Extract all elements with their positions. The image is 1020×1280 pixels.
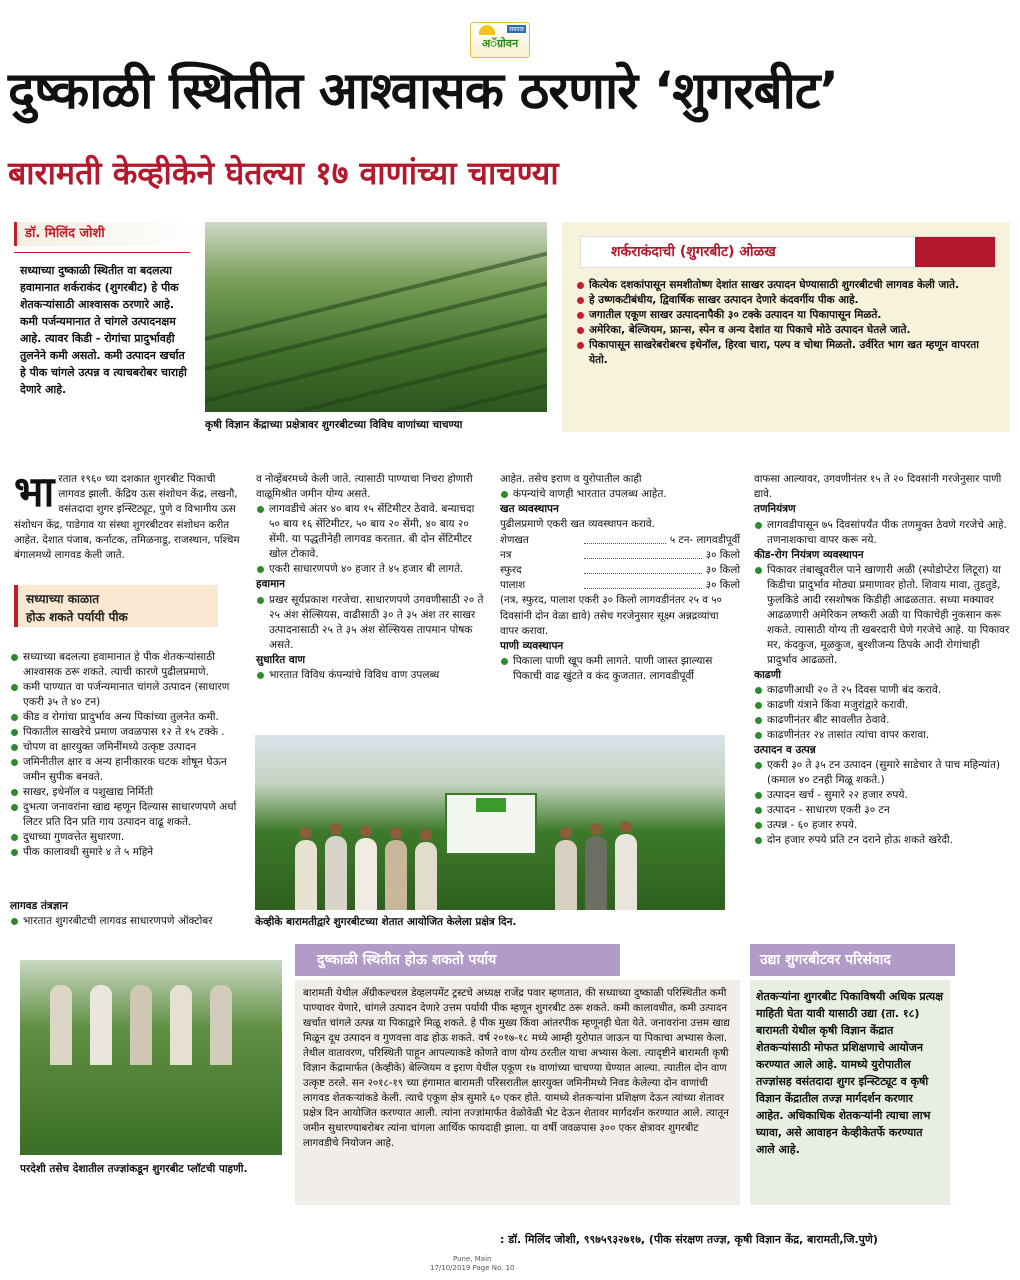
mid-banner-title: दुष्काळी स्थितीत होऊ शकतो पर्याय	[317, 952, 497, 968]
table-row: स्फुरद ३० किलो	[500, 564, 740, 577]
list-item: अमेरिका, बेल्जियम, फ्रान्स, स्पेन व अन्य देशांत या पिकाचे मोठे उत्पादन घेतले जाते.	[576, 323, 996, 338]
dropcap: भा	[14, 467, 55, 516]
mid-article: बारामती येथील ॲग्रीकल्चरल डेव्हलपमेंट ट्रस्टचे अध्यक्ष राजेंद्र पवार म्हणतात, की सध्याच्या दुष्काळी परिस्थितीत कमी पाण्यावर येणारे, चांगले उत्पादन देणारे उत्तम पर्यायी पीक म्हणून शुगरबीट ठरू शकते. कमी कालावधीत, कमी उत्पादन खर्चात चांगले उत्पन्न या पिकाद्वारे मिळू शकते. हे पीक मुख्य किंवा आंतरपीक म्हणूनही घेता येते. जनावरांना उत्तम खाद्य मिळून दूध उत्पादन व गुणवत्ता वाढ होऊ शकते. वर्ष २०१७-१८ मध्ये आम्ही युरोपात जाऊन या पिकाचा अभ्यास केला. तेथील वातावरण, परिस्थिती पाहून आपल्याकडे कोणते वाण योग्य ठरतील याचा अभ्यास केला. त्यादृष्टीने बारामती कृषी विज्ञान केंद्रामार्फत (केव्हीके) बेल्जियम व इराण येथील एकूण १७ वाणांच्या चाचण्या घेण्यात आल्या. त्यातील दोन वाण उत्कृष्ट ठरले. सन २०१८-१९ च्या हंगामात बारामती परिसरातील क्षारयुक्त जमिनीमध्ये निवड केलेल्या दोन वाणांची लागवड शेतकऱ्यांकडे केली. त्याचे एकूण क्षेत्र सुमारे ६० एकर होते. यामध्ये शेतकऱ्यांना प्रशिक्षण देऊन त्यांच्या शेतावर प्रक्षेत्र दिन आयोजित करण्यात आली. त्यांना तज्ज्ञांमार्फत वेळोवेळी भेट देऊन शेतावर मार्गदर्शन करण्यात आले. त्यातून जमीन सुधारण्याबरोबर त्यांना चांगला आर्थिक फायदाही झाला. या वर्षी जवळपास ३०० एकर क्षेत्रावर शुगरबीट लागवडीचे नियोजन आहे.	[295, 980, 740, 1205]
yield-heading: उत्पादन व उत्पन्न	[754, 744, 816, 757]
fertilizer-heading: खत व्यवस्थापन	[500, 503, 559, 516]
column-1	[14, 467, 244, 563]
list-item: दुभत्या जनावरांना खाद्य म्हणून दिल्यास साधारणपणे अर्धा लिटर प्रति दिन प्रति गाय उत्पादन वाढू शकते.	[10, 800, 246, 830]
sugarbeet-field-photo	[205, 222, 547, 412]
col3-list	[500, 487, 740, 502]
variety-list	[256, 668, 488, 683]
yield-list	[754, 758, 1010, 848]
list-item: काढणीआधी २० ते २५ दिवस पाणी बंद करावे.	[754, 683, 1010, 698]
planting-list	[10, 914, 246, 929]
list-item: जगातील एकूण साखर उत्पादनापैकी ३० टक्के उत्पादन या पिकापासून मिळते.	[576, 308, 996, 323]
alt-crop-list	[10, 650, 246, 860]
col1-text: रतात १९६० च्या दशकात शुगरबीट पिकाची लागवड झाली. केंद्रिय ऊस संशोधन केंद्र, लखनौ, वसंतदादा शुगर इन्स्टिट्यूट, पुणे व विभागीय ऊस संशोधन केंद्र, पाडेगाव या संस्था शुगरबीटवर संशोधन करीत आहेत. देशात पंजाब, कर्नाटक, तमिळनाडू, राजस्थान, पश्चिम बंगालमध्ये लागवड केली जाते.	[14, 473, 240, 562]
climate-heading: हवामान	[256, 578, 285, 591]
list-item: भारतात विविध कंपन्यांचे विविध वाण उपलब्ध	[256, 668, 488, 683]
list-item: लागवडीचे अंतर ४० बाय १५ सेंटिमीटर ठेवावे. बन्याचदा ५० बाय १६ सेंटिमीटर, ५० बाय २० सेंमी, ४० बाय २० सेंमी. या पद्धतीनेही लागवड करतात. बी दोन सेंटिमीटर खोल टोकावे.	[256, 502, 488, 562]
table-row: नत्र ३० किलो	[500, 548, 740, 561]
identity-box	[562, 222, 1010, 432]
photo3-caption: परदेशी तसेच देशातील तज्ज्ञांकडून शुगरबीट प्लॉटची पाहणी.	[20, 1163, 248, 1175]
list-item: काढणीनंतर बीट सावलीत ठेवावे.	[754, 713, 1010, 728]
fertilizer-table	[500, 533, 740, 594]
list-item: जमिनीतील क्षार व अन्य हानीकारक घटक शोषून घेऊन जमीन सुपीक बनवते.	[10, 755, 246, 785]
list-item: हे उष्णकटीबंधीय, द्विवार्षिक साखर उत्पादन देणारे कंदवर्गीय पीक आहे.	[576, 293, 996, 308]
photo2-caption: केव्हीके बारामतीद्वारे शुगरबीटच्या शेतात आयोजित केलेला प्रक्षेत्र दिन.	[255, 916, 517, 928]
list-item: पिकाला पाणी खूप कमी लागते. पाणी जास्त झाल्यास पिकाची वाढ खुंटते व कंद कुजतात. लागवडीपूर्वी	[500, 654, 740, 684]
logo-text: अॅग्रोवन	[481, 37, 519, 50]
weed-list	[754, 518, 1010, 548]
seminar-notice: शेतकऱ्यांना शुगरबीट पिकाविषयी अधिक प्रत्यक्ष माहिती घेता यावी यासाठी उद्या (ता. १८) बारामती येथील कृषी विज्ञान केंद्रात शेतकऱ्यांसाठी मोफत प्रशिक्षणाचे आयोजन करण्यात आले आहे. यामध्ये युरोपातील तज्ज्ञांसह वसंतदादा शुगर इन्स्टिट्यूट व कृषी विज्ञान केंद्रातील तज्ज्ञ मार्गदर्शन करणार आहेत. अधिकाधिक शेतकऱ्यांनी त्याचा लाभ घ्यावा, असे आवाहन केव्हीकेतर्फे करण्यात आले आहे.	[750, 980, 950, 1205]
field-day-group-photo	[255, 735, 725, 910]
headline: दुष्काळी स्थितीत आश्वासक ठरणारे ‘शुगरबीट’	[8, 62, 838, 121]
list-item: दोन हजार रुपये प्रति टन दराने होऊ शकते खरेदी.	[754, 833, 1010, 848]
mid-banner	[295, 944, 620, 976]
column-3	[500, 472, 740, 684]
list-item: उत्पादन - साधारण एकरी ३० टन	[754, 803, 1010, 818]
list-item: एकरी ३० ते ३५ टन उत्पादन (सुमारे साडेचार ते पाच महिन्यांत) (कमाल ४० टनही मिळू शकते.)	[754, 758, 1010, 788]
list-item: चोपण वा क्षारयुक्त जमिनींमध्ये उत्कृष्ट उत्पादन	[10, 740, 246, 755]
inspection-photo	[20, 960, 282, 1155]
page-info: Pune, Main 17/10/2019 Page No. 10	[430, 1255, 515, 1272]
alt-crop-box	[14, 585, 218, 627]
list-item: पिकातील साखरेचे प्रमाण जवळपास १२ ते १५ टक्के .	[10, 725, 246, 740]
list-item: उत्पादन खर्च - सुमारे २२ हजार रुपये.	[754, 788, 1010, 803]
column-2	[256, 472, 488, 683]
kvk-banner-sign	[445, 793, 537, 855]
list-item: उत्पन्न - ६० हजार रुपये.	[754, 818, 1010, 833]
pest-heading: कीड-रोग नियंत्रण व्यवस्थापन	[754, 548, 864, 561]
col2-list	[256, 502, 488, 577]
column-4	[754, 472, 1010, 848]
photo1-caption: कृषी विज्ञान केंद्राच्या प्रक्षेत्रावर शुगरबीटच्या विविध वाणांच्या चाचण्या	[205, 419, 463, 431]
col3-text: आहेत. तसेच इराण व युरोपातील काही	[500, 473, 642, 485]
alt-crop-box-line2: होऊ शकते पर्यायी पीक	[26, 610, 128, 624]
weed-heading: तणनियंत्रण	[754, 503, 796, 516]
list-item: कीड व रोगांचा प्रादुर्भाव अन्य पिकांच्या तुलनेत कमी.	[10, 710, 246, 725]
harvest-list	[754, 683, 1010, 743]
table-row: शेणखत ५ टन- लागवडीपूर्वी	[500, 533, 740, 546]
byline-divider	[14, 252, 190, 253]
list-item: दुधाच्या गुणवत्तेत सुधारणा.	[10, 830, 246, 845]
alt-crop-box-line1: सध्याच्या काळात	[26, 592, 100, 606]
intro-text: सध्याच्या दुष्काळी स्थितीत वा बदलत्या हवामानात शर्कराकंद (शुगरबीट) हे पीक शेतकऱ्यांसाठी आश्वासक ठरणारे आहे. कमी पर्जन्यमानात ते चांगले उत्पादनक्षम आहे. त्यावर किडी - रोगांचा प्रादुर्भावही तुलनेने कमी असतो. कमी उत्पादन खर्चात हे पीक चांगले उत्पन्न व त्याचबरोबर चाराही देणारे आहे.	[20, 264, 187, 396]
identity-list	[576, 278, 996, 368]
list-item: पीक कालावधी सुमारे ४ ते ५ महिने	[10, 845, 246, 860]
logo-tag: सकाळ	[509, 26, 524, 33]
sun-icon	[479, 25, 495, 35]
right-banner	[750, 944, 955, 976]
fertilizer-note: (नत्र, स्फुरद, पालाश एकरी ३० किलो लागवडीनंतर २५ व ५० दिवसांनी दोन वेळा द्यावे) तसेच गरजेनुसार सूक्ष्म अन्नद्रव्यांचा वापर करावा.	[500, 594, 722, 637]
table-row: पालाश ३० किलो	[500, 579, 740, 592]
variety-heading: सुधारित वाण	[256, 653, 306, 666]
col4-text: वाफसा आल्यावर, उगवणीनंतर १५ ते २० दिवसांनी गरजेनुसार पाणी द्यावे.	[754, 473, 1002, 501]
list-item: काढणी यंत्राने किंवा मजुरांद्वारे करावी.	[754, 698, 1010, 713]
list-item: भारतात शुगरबीटची लागवड साधारणपणे ऑक्टोबर	[10, 914, 246, 929]
harvest-heading: काढणी	[754, 668, 782, 681]
list-item: पिकापासून साखरेबरोबरच इथेनॉल, हिरवा चारा, पल्प व चोथा मिळतो. उर्वरित भाग खत म्हणून वापरता येतो.	[576, 338, 996, 368]
list-item: कित्येक दशकांपासून समशीतोष्ण देशांत साखर उत्पादन घेण्यासाठी शुगरबीटची लागवड केली जाते.	[576, 278, 996, 293]
subheadline: बारामती केव्हीकेने घेतल्या १७ वाणांच्या चाचण्या	[8, 154, 559, 192]
planting-heading: लागवड तंत्रज्ञान	[10, 900, 68, 912]
water-heading: पाणी व्यवस्थापन	[500, 640, 564, 653]
list-item: एकरी साधारणपणे ४० हजार ते ४५ हजार बी लागते.	[256, 562, 488, 577]
col2-text: व नोव्हेंबरमध्ये केली जाते. त्यासाठी पाण्याचा निचरा होणारी वाळूमिश्रीत जमीन योग्य असते.	[256, 473, 473, 501]
author-contact: : डॉ. मिलिंद जोशी, ९९७५९३२७१७, (पीक संरक्षण तज्ज्ञ, कृषी विज्ञान केंद्र, बारामती,जि.पुणे)	[500, 1233, 878, 1246]
list-item: सध्याच्या बदलत्या हवामानात हे पीक शेतकऱ्यांसाठी आश्वासक ठरू शकते. त्याची कारणे पुढीलप्रमाणे.	[10, 650, 246, 680]
byline: डॉ. मिलिंद जोशी	[14, 222, 201, 246]
pest-list	[754, 563, 1010, 668]
right-banner-title: उद्या शुगरबीटवर परिसंवाद	[760, 952, 891, 968]
identity-box-title: शर्कराकंदाची (शुगरबीट) ओळख	[580, 236, 996, 268]
climate-list	[256, 593, 488, 653]
list-item: लागवडीपासून ७५ दिवसांपर्यंत पीक तणमुक्त ठेवणे गरजेचे आहे. तणनाशकाचा वापर करू नये.	[754, 518, 1010, 548]
list-item: कमी पाण्यात वा पर्जन्यमानात चांगले उत्पादन (साधारण एकरी ३५ ते ४० टन)	[10, 680, 246, 710]
list-item: साखर, इथेनॉल व पशुखाद्य निर्मिती	[10, 785, 246, 800]
list-item: कंपन्यांचे वाणही भारतात उपलब्ध आहेत.	[500, 487, 740, 502]
list-item: काढणीनंतर २४ तासांत त्यांचा वापर करावा.	[754, 728, 1010, 743]
fertilizer-intro: पुढीलप्रमाणे एकरी खत व्यवस्थापन करावे.	[500, 518, 655, 531]
water-list	[500, 654, 740, 684]
list-item: पिकावर तंबाखूवरील पाने खाणारी अळी (स्पोडोप्टेरा लिटूरा) या किडीचा प्रादुर्भाव मोठ्या प्रमाणावर होतो. शिवाय मावा, तुडतुडे, फुलकिडे आदी रसशोषक किडीही आढळतात. सध्या मक्यावर आढळणारी अमेरिकन लष्करी अळी या पिकाचेही नुकसान करू शकते. त्यासाठी योग्य ती खबरदारी घेणे गरजेचे आहे. या पिकावर मर, कंदकुज, मूळकुज, बुरशीजन्य ठिपके आदी रोगांचाही प्रादुर्भाव आढळतो.	[754, 563, 1010, 668]
list-item: प्रखर सूर्यप्रकाश गरजेचा. साधारणपणे उगवणीसाठी २० ते २५ अंश सेल्सियस, वाढीसाठी ३० ते ३५ अंश तर साखर उत्पादनासाठी २५ ते ३५ अंश सेल्सियस तापमान पोषक असते.	[256, 593, 488, 653]
agrowon-logo	[470, 22, 530, 58]
